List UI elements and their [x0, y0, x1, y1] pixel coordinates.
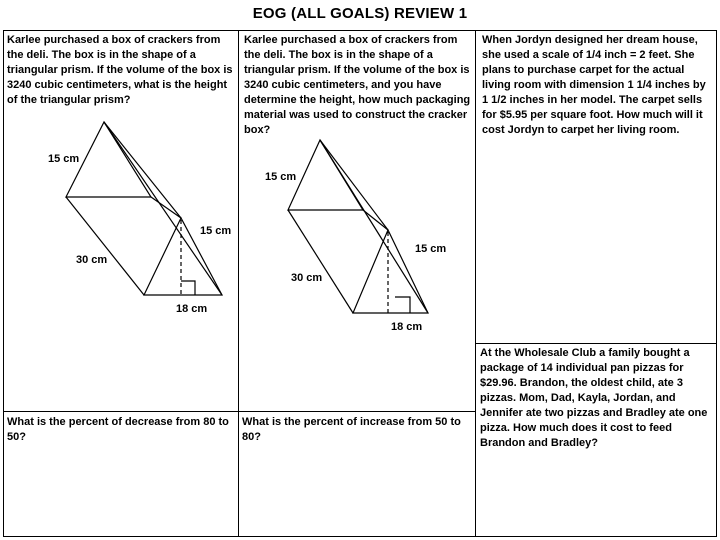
prism-2-top-edge: [320, 140, 388, 230]
grid-divider-row-left: [3, 411, 476, 412]
prism-1-label-length: 30 cm: [76, 254, 108, 266]
question-carpet-cost: When Jordyn designed her dream house, she used a scale of 1/4 inch = 2 feet. She plans to purchase carpet for the actual living room with dimension 1 1/4 inches by 1 1/2 inches in her model. The carpet sells for $5.95 per square foot. How much will it cost Jordyn to carpet her living room.: [482, 34, 706, 136]
question-percent-increase: What is the percent of increase from 50 to 80?: [242, 416, 461, 443]
question-packaging-material: Karlee purchased a box of crackers from the deli. The box is in the shape of a triangular prism. If the volume of the box is 3240 cubic centimeters, and you have determine the height, how much packaging material was used to construct the cracker box?: [244, 34, 471, 136]
question-percent-decrease: What is the percent of decrease from 80 to 50?: [7, 416, 229, 443]
prism-1-right-angle-mark: [181, 281, 195, 295]
grid-border-bottom: [3, 536, 717, 537]
prism-1-label-base: 18 cm: [176, 303, 208, 315]
prism-2-right-angle-mark: [395, 297, 410, 313]
question-volume-height: Karlee purchased a box of crackers from the deli. The box is in the shape of a triangular prism. If the volume of the box is 3240 cubic centimeters, what is the height of the triangular prism?: [7, 34, 233, 106]
prism-1-label-top: 15 cm: [48, 153, 80, 165]
prism-2-left-edge: [288, 210, 353, 313]
grid-border-right: [716, 30, 717, 537]
prism-2-label-length: 30 cm: [291, 272, 323, 284]
grid-divider-row-right: [475, 343, 717, 344]
prism-2-label-top: 15 cm: [265, 171, 297, 183]
prism-1-ridge-edge: [104, 122, 222, 295]
prism-2-label-base: 18 cm: [391, 321, 423, 333]
triangular-prism-figure-2: [238, 0, 475, 340]
prism-1-label-side: 15 cm: [200, 225, 232, 237]
prism-1-left-edge: [66, 197, 144, 295]
triangular-prism-figure-1: [0, 0, 240, 330]
page-title: EOG (ALL GOALS) REVIEW 1: [252, 5, 468, 22]
prism-2-label-side: 15 cm: [415, 243, 447, 255]
question-pizza-cost: At the Wholesale Club a family bought a package of 14 individual pan pizzas for $29.96. Brandon, the oldest child, ate 3 pizzas. Mom, Dad, Kayla, Jordan, and Jennifer ate two pizzas and Bradley ate one pizza. How much does it cost to feed Brandon and Bradley?: [480, 347, 708, 449]
prism-1-top-edge: [104, 122, 181, 218]
grid-divider-col-2: [475, 30, 476, 537]
prism-2-back-face: [288, 140, 363, 210]
